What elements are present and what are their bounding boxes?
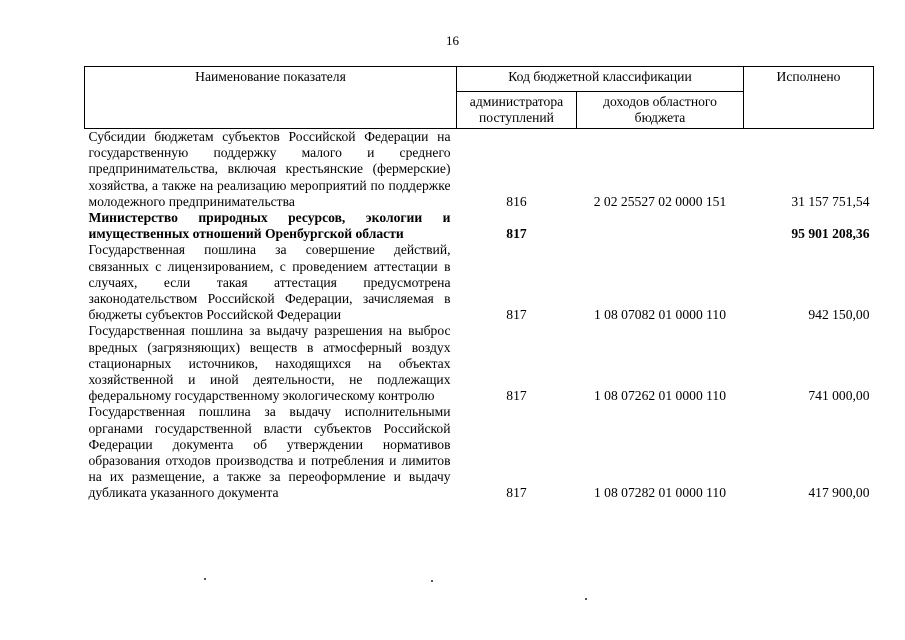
- table-header: [85, 67, 874, 129]
- scan-speck: [585, 598, 587, 600]
- row-name: Государственная пошлина за совершение действий, связанных с лицензированием, с проведением аттестации в случаях, если такая аттестация предусмотрена законодательством Российской Федерации, зачисляемая в бюджеты субъектов Российской Федерации: [88, 242, 451, 323]
- table-row: [85, 242, 874, 323]
- row-amount: 31 157 751,54: [791, 193, 870, 209]
- row-name: Государственная пошлина за выдачу разрешения на выброс вредных (загрязняющих) веществ в атмосферный воздух стационарных источников, находящихся на объектах хозяйственной и иной деятельности, не подлежащих федеральному государственному экологическому контролю: [88, 323, 451, 404]
- row-name: Министерство природных ресурсов, экологии и имущественных отношений Оренбургской области: [88, 210, 451, 242]
- row-income-code: 1 08 07082 01 0000 110: [593, 307, 727, 323]
- header-admin: администратора поступлений: [457, 92, 577, 129]
- row-amount: 942 150,00: [808, 307, 870, 323]
- table-row: [85, 210, 874, 242]
- row-admin-code: 817: [506, 388, 527, 404]
- row-amount: 741 000,00: [808, 388, 870, 404]
- scan-speck: [204, 578, 206, 580]
- row-admin-code: 817: [506, 485, 527, 501]
- row-admin-code: 817: [506, 307, 527, 323]
- table-row: [85, 129, 874, 211]
- row-income-code: 1 08 07282 01 0000 110: [593, 485, 727, 501]
- header-income: доходов областного бюджета: [577, 92, 744, 129]
- table-row: [85, 323, 874, 404]
- row-name: Субсидии бюджетам субъектов Российской Федерации на государственную поддержку малого и среднего предпринимательства, включая крестьянские (фермерские) хозяйства, а также на реализацию мероприятий по поддержке молодежного предпринимательства: [88, 129, 451, 209]
- header-name: Наименование показателя: [85, 67, 457, 129]
- page-number: 16: [446, 33, 459, 48]
- header-code-group: Код бюджетной классификации: [457, 67, 744, 92]
- budget-table: [84, 66, 874, 502]
- header-executed: Исполнено: [744, 67, 874, 129]
- row-income-code: 1 08 07262 01 0000 110: [593, 388, 727, 404]
- row-name: Государственная пошлина за выдачу исполнительными органами государственной власти субъектов Российской Федерации документа об утверждении нормативов образования отходов производства и потребления и лимитов на их размещение, а также за переоформление и выдачу дубликата указанного документа: [88, 404, 451, 501]
- scan-speck: [431, 580, 433, 582]
- row-admin-code: 817: [506, 226, 527, 242]
- row-amount: 417 900,00: [808, 485, 870, 501]
- row-admin-code: 816: [506, 193, 527, 209]
- table-row: [85, 404, 874, 501]
- row-amount: 95 901 208,36: [791, 226, 870, 242]
- row-income-code: 2 02 25527 02 0000 151: [593, 193, 727, 209]
- row-income-code: [577, 210, 744, 242]
